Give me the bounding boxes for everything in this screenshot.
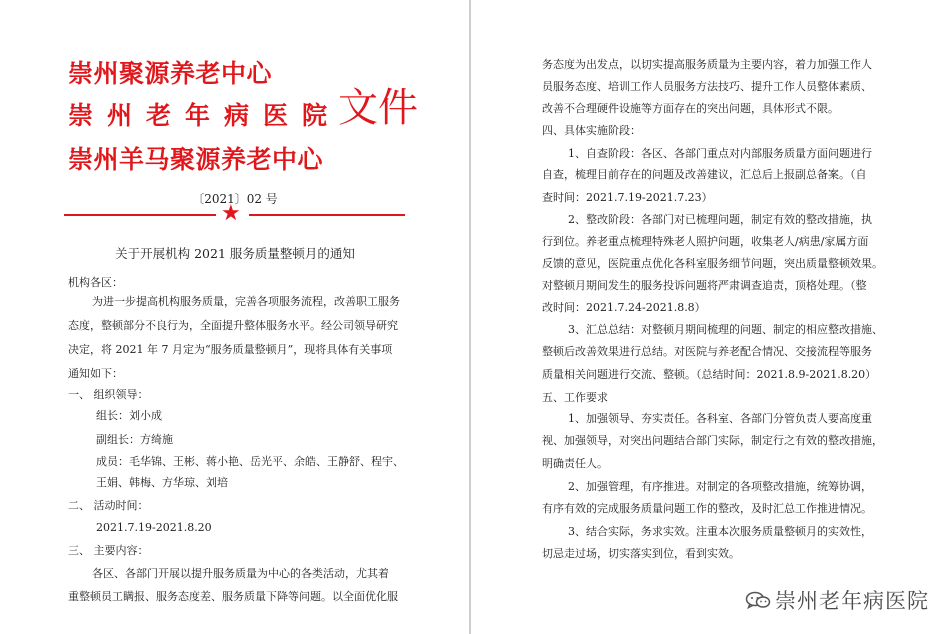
document-number: 〔2021〕02 号	[192, 192, 278, 206]
body-line: 副组长：方绮施	[96, 433, 173, 446]
org-name-1: 崇州聚源养老中心	[68, 59, 273, 88]
body-line: 质量相关问题进行交流、整顿。（总结时间：2021.8.9-2021.8.20）	[542, 368, 877, 381]
body-line: 行到位。养老重点梳理特殊老人照护问题，收集老人/病患/家属方面	[542, 235, 869, 248]
wechat-watermark	[745, 585, 929, 615]
body-line: 态度，整顿部分不良行为，全面提升整体服务水平。经公司领导研究	[68, 319, 398, 332]
red-separator-right	[249, 214, 405, 216]
wechat-icon	[745, 591, 771, 609]
document-title: 关于开展机构 2021 服务质量整顿月的通知	[115, 246, 355, 261]
body-line: 2021.7.19-2021.8.20	[96, 521, 212, 534]
org-name-2: 崇州老年病医院	[68, 101, 342, 130]
document-label: 文件	[338, 85, 418, 131]
body-line: 王娟、韩梅、方华琼、刘培	[96, 476, 228, 489]
body-line: 明确责任人。	[542, 457, 608, 470]
body-line: 1、加强领导、夯实责任。各科室、各部门分管负责人要高度重	[568, 412, 872, 425]
body-line: 反馈的意见，医院重点优化各科室服务细节问题，突出质量整顿效果。	[542, 257, 883, 270]
section-heading: 三、 主要内容：	[68, 544, 149, 557]
body-line: 视、加强领导，对突出问题结合部门实际，制定行之有效的整改措施，	[542, 434, 883, 447]
body-line: 2、加强管理，有序推进。对制定的各项整改措施，统筹协调，	[568, 480, 872, 493]
org-name-3: 崇州羊马聚源养老中心	[68, 145, 324, 174]
body-line: 有序有效的完成服务质量问题工作的整改，及时汇总工作推进情况。	[542, 502, 872, 515]
body-line: 各区、各部门开展以提升服务质量为中心的各类活动，尤其着	[92, 567, 389, 580]
body-line: 务态度为出发点，以切实提高服务质量为主要内容，着力加强工作人	[542, 58, 872, 71]
body-line: 2、整改阶段：各部门对已梳理问题，制定有效的整改措施，执	[568, 213, 872, 226]
document-page-left	[0, 0, 470, 634]
document-page-right	[472, 0, 941, 634]
body-line: 3、结合实际，务求实效。注重本次服务质量整顿月的实效性，	[568, 525, 872, 538]
salutation: 机构各区：	[68, 276, 123, 289]
body-line: 成员：毛华锦、王彬、蒋小艳、岳光平、余皓、王静舒、程宇、	[96, 455, 404, 468]
section-heading: 四、具体实施阶段：	[542, 124, 641, 137]
body-line: 切忌走过场，切实落实到位，看到实效。	[542, 547, 740, 560]
section-heading: 一、 组织领导：	[68, 388, 149, 401]
body-line: 改时间：2021.7.24-2021.8.8）	[542, 301, 706, 314]
body-line: 通知如下：	[68, 367, 123, 380]
body-line: 重整顿员工瞒报、服务态度差、服务质量下降等问题。以全面优化服	[68, 590, 398, 603]
body-line: 3、汇总总结：对整顿月期间梳理的问题、制定的相应整改措施、	[568, 323, 883, 336]
body-line: 员服务态度、培训工作人员服务方法技巧、提升工作人员整体素质、	[542, 80, 872, 93]
body-line: 自查，梳理目前存在的问题及改善建议，汇总后上报副总备案。（自	[542, 168, 867, 181]
red-star-icon: ★	[221, 201, 241, 226]
body-line: 为进一步提高机构服务质量，完善各项服务流程，改善职工服务	[92, 295, 400, 308]
body-line: 决定，将 2021 年 7 月定为“服务质量整顿月”，现将具体有关事项	[68, 343, 393, 356]
body-line: 组长：刘小成	[96, 409, 162, 422]
body-line: 对整顿月期间发生的服务投诉问题将严肃调查追责，顶格处理。（整	[542, 279, 867, 292]
red-separator-left	[64, 214, 216, 216]
body-line: 整顿后改善效果进行总结。对医院与养老配合情况、交接流程等服务	[542, 345, 872, 358]
watermark-text: 崇州老年病医院	[775, 589, 929, 613]
body-line: 改善不合理硬件设施等方面存在的突出问题，具体形式不限。	[542, 102, 839, 115]
section-heading: 二、 活动时间：	[68, 499, 149, 512]
body-line: 查时间：2021.7.19-2021.7.23）	[542, 191, 713, 204]
section-heading: 五、工作要求	[542, 391, 608, 404]
body-line: 1、自查阶段：各区、各部门重点对内部服务质量方面问题进行	[568, 147, 872, 160]
page-divider	[469, 0, 471, 634]
